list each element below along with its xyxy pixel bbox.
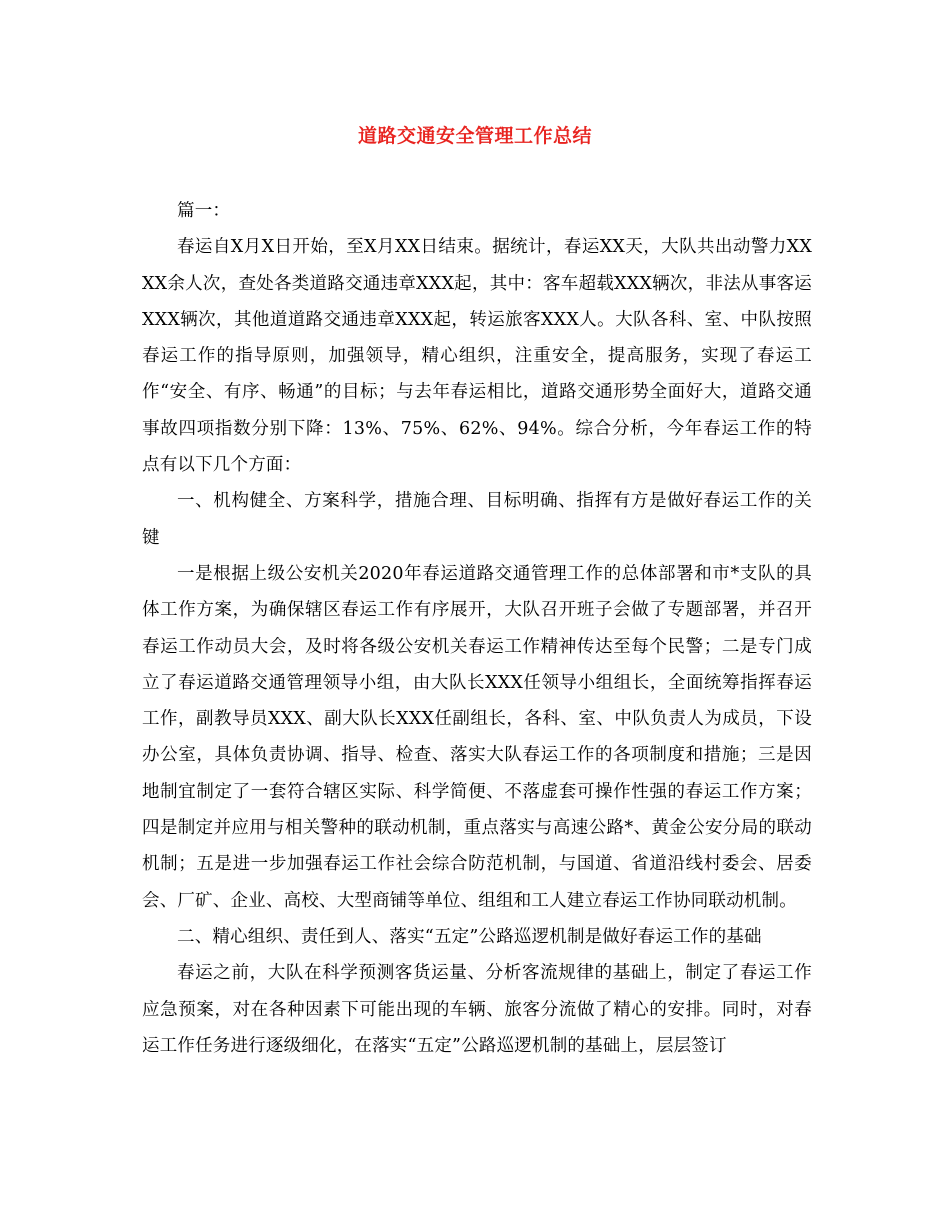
document-body — [142, 193, 812, 1064]
heading-two-paragraph: 二、精心组织、责任到人、落实“五定”公路巡逻机制是做好春运工作的基础 — [177, 926, 762, 947]
summary-paragraph: 春运自X月X日开始，至X月XX日结束。据统计，春运XX天，大队共出动警力XXXX余人次，查处各类道路交通违章XXX起，其中：客车超载XXX辆次，非法从事客运XXX辆次，其他道道路交通违章XXX起，转运旅客XXX人。大队各科、室、中队按照春运工作的指导原则，加强领导，精心组织，注重安全，提高服务，实现了春运工作“安全、有序、畅通”的目标；与去年春运相比，道路交通形势全面好大，道路交通事故四项指数分别下降：13%、75%、62%、94%。综合分析，今年春运工作的特点有以下几个方面： — [142, 237, 812, 476]
measures-paragraph: 一是根据上级公安机关2020年春运道路交通管理工作的总体部署和市*支队的具体工作方案，为确保辖区春运工作有序展开，大队召开班子会做了专题部署，并召开春运工作动员大会，及时将各级公安机关春运工作精神传达至每个民警；二是专门成立了春运道路交通管理领导小组，由大队长XXX任领导小组组长，全面统筹指挥春运工作，副教导员XXX、副大队长XXX任副组长，各科、室、中队负责人为成员，下设办公室，具体负责协调、指导、检查、落实大队春运工作的各项制度和措施；三是因地制宜制定了一套符合辖区实际、科学简便、不落虚套可操作性强的春运工作方案；四是制定并应用与相关警种的联动机制，重点落实与高速公路*、黄金公安分局的联动机制；五是进一步加强春运工作社会综合防范机制，与国道、省道沿线村委会、居委会、厂矿、企业、高校、大型商铺等单位、组组和工人建立春运工作协同联动机制。 — [142, 563, 812, 911]
organization-paragraph: 春运之前，大队在科学预测客货运量、分析客流规律的基础上，制定了春运工作应急预案，对在各种因素下可能出现的车辆、旅客分流做了精心的安排。同时，对春运工作任务进行逐级细化，在落实“五定”公路巡逻机制的基础上，层层签订 — [142, 963, 812, 1056]
document-title: 道路交通安全管理工作总结 — [357, 125, 592, 147]
heading-one-paragraph: 一、机构健全、方案科学，措施合理、目标明确、指挥有方是做好春运工作的关键 — [142, 491, 812, 548]
section-label-paragraph: 篇一： — [177, 201, 231, 221]
